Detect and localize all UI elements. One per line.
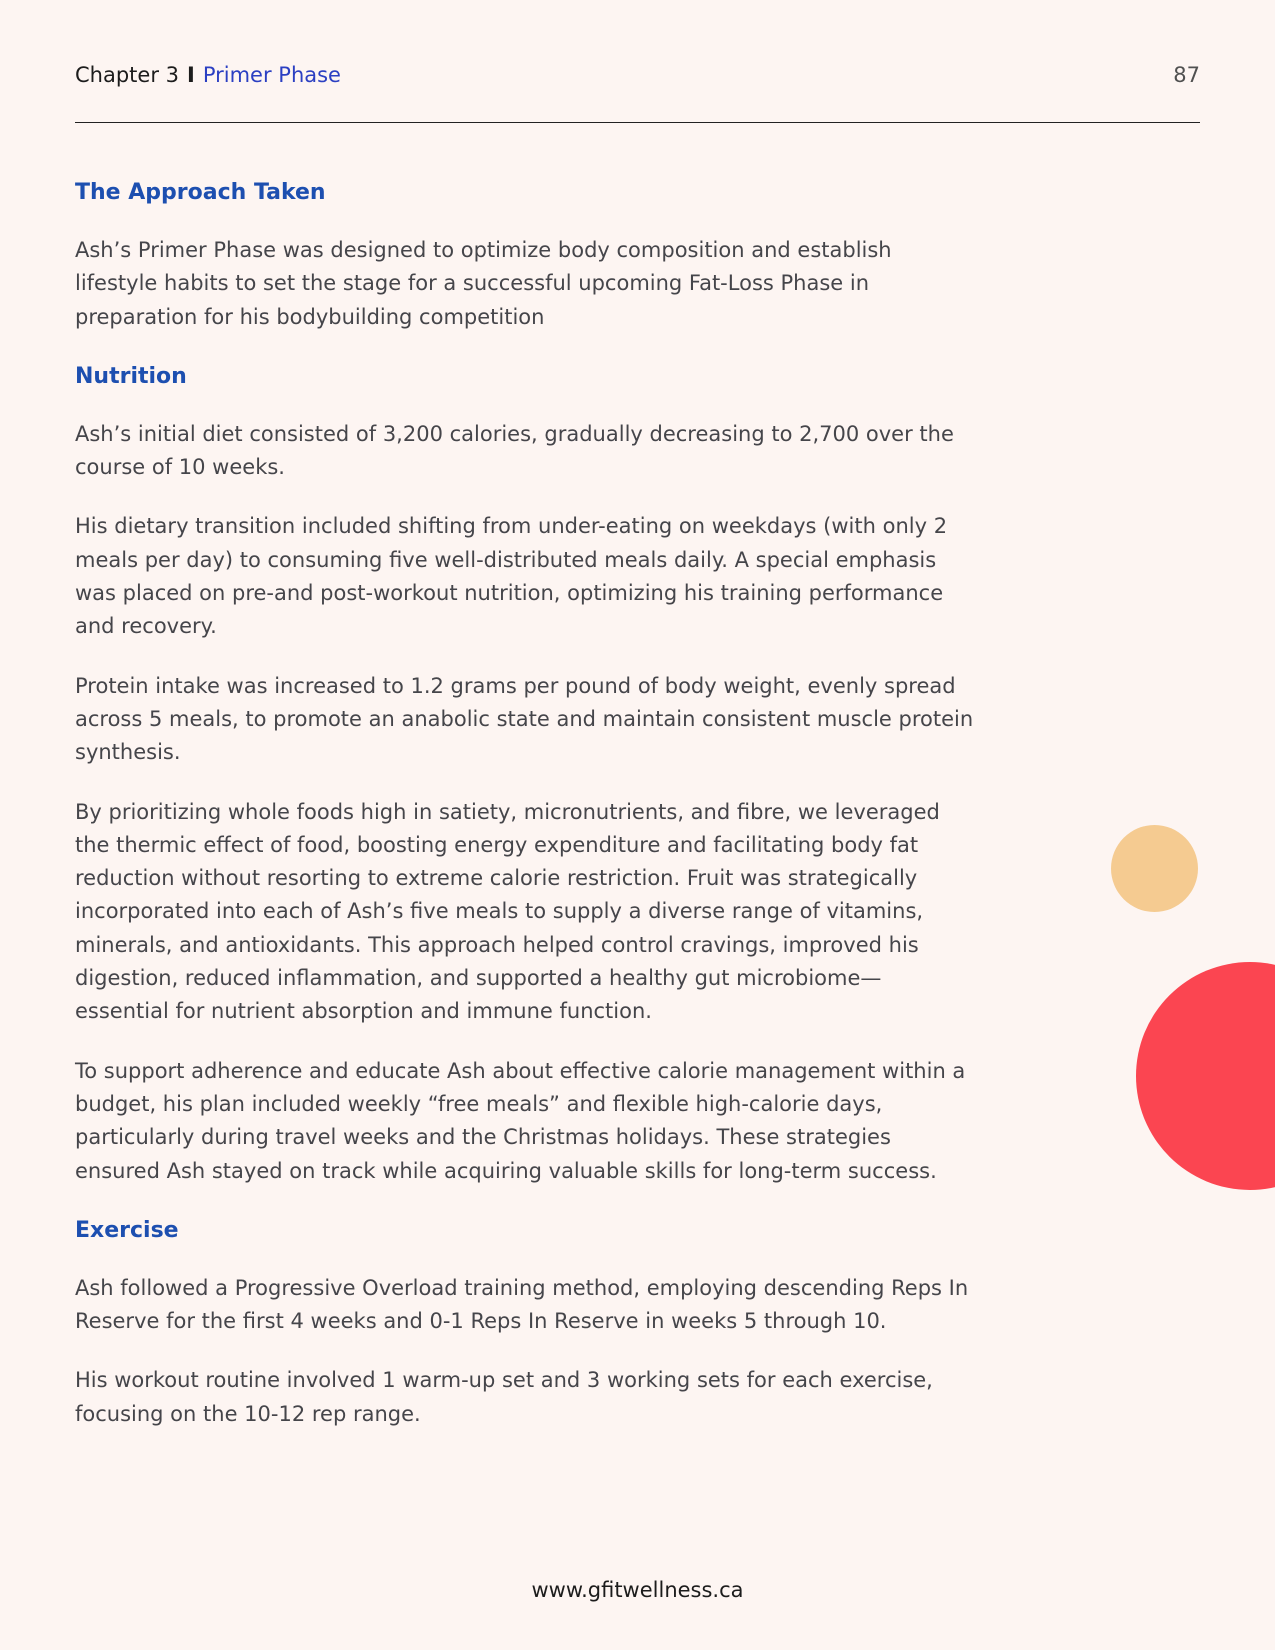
footer-website: www.gfitwellness.ca [531, 1578, 744, 1602]
section-approach [75, 176, 975, 334]
paragraph: By prioritizing whole foods high in satiety, micronutrients, and fibre, we leveraged the thermic effect of food, boosting energy expenditure and facilitating body fat reduction without resorting to extreme calorie restriction. Fruit was strategically incorporated into each of Ash’s five meals to supply a diverse range of vitamins, minerals, and antioxidants. This approach helped control cravings, improved his digestion, reduced inflammation, and supported a healthy gut microbiome—essential for nutrient absorption and immune function. [75, 799, 940, 1024]
paragraph: To support adherence and educate Ash about effective calorie management within a budget, his plan included weekly “free meals” and flexible high-calorie days, particularly during travel weeks and the Christmas holidays. These strategies ensured Ash stayed on track while acquiring valuable skills for long-term success. [75, 1058, 966, 1183]
main-content [75, 176, 975, 1457]
header-separator: I [187, 63, 195, 87]
section-heading: Nutrition [75, 363, 187, 389]
section-nutrition [75, 360, 975, 1188]
phase-title: Primer Phase [202, 63, 341, 87]
page-number: 87 [1173, 63, 1200, 87]
paragraph: Protein intake was increased to 1.2 grams per pound of body weight, evenly spread across 5 meals, to promote an anabolic state and maintain consistent muscle protein synthesis. [75, 673, 974, 765]
chapter-number: Chapter 3 [75, 63, 179, 87]
section-heading: Exercise [75, 1217, 179, 1243]
paragraph: Ash’s initial diet consisted of 3,200 calories, gradually decreasing to 2,700 over the course of 10 weeks. [75, 421, 954, 480]
page-header [75, 58, 1200, 123]
decorative-red-circle [1136, 962, 1275, 1190]
paragraph: His dietary transition included shifting from under-eating on weekdays (with only 2 meals per day) to consuming five well-distributed meals daily. A special emphasis was placed on pre-and post-workout nutrition, optimizing his training performance and recovery. [75, 514, 948, 639]
decorative-orange-circle [1111, 825, 1198, 912]
paragraph: Ash followed a Progressive Overload training method, employing descending Reps In Reserve for the first 4 weeks and 0-1 Reps In Reserve in weeks 5 through 10. [75, 1275, 969, 1334]
paragraph: Ash’s Primer Phase was designed to optimize body composition and establish lifestyle habits to set the stage for a successful upcoming Fat-Loss Phase in preparation for his bodybuilding competition [75, 238, 892, 329]
section-heading: The Approach Taken [75, 180, 326, 205]
chapter-label [75, 63, 341, 87]
section-exercise [75, 1214, 975, 1431]
paragraph: His workout routine involved 1 warm-up set and 3 working sets for each exercise, focusing on the 10-12 rep range. [75, 1368, 933, 1426]
